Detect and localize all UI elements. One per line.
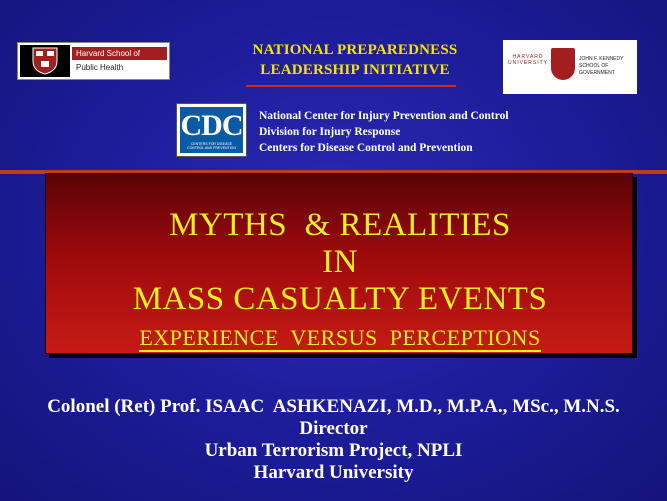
header-divider [246,85,456,87]
title-box [45,173,633,354]
presenter-block [0,396,667,484]
program-title-line2: LEADERSHIP INITIATIVE [260,62,450,78]
cdc-line-2: Division for Injury Response [259,126,401,138]
subtitle [46,325,634,351]
subtitle-text: EXPERIENCE VERSUS PERCEPTIONS [139,325,541,350]
harvard-sph-logo [18,43,169,79]
main-title-line3: MASS CASUALTY EVENTS [132,281,548,317]
cdc-letters: CDC [180,109,243,142]
cdc-affiliation [259,108,509,156]
program-title-line1: NATIONAL PREPAREDNESS [252,42,458,58]
presenter-institution: Harvard University [253,462,414,483]
main-title-line2: IN [322,244,358,280]
main-title [46,207,634,318]
harvard-kennedy-school-logo [503,40,637,94]
presenter-name: Colonel (Ret) Prof. ISAAC ASHKENAZI, M.D., M.P.A., MSc., M.N.S. [47,396,620,417]
hsph-sub: Public Health [76,63,124,72]
crest-icon [551,48,575,80]
veritas-shield-icon [20,45,70,77]
hks-university-text: HARVARD UNIVERSITY [507,54,548,66]
presenter-project: Urban Terrorism Project, NPLI [204,440,463,461]
program-title [190,40,520,80]
main-title-line1: MYTHS & REALITIES [169,207,511,243]
cdc-subtext: CENTERS FOR DISEASE CONTROL AND PREVENTION [187,142,236,150]
presenter-role: Director [299,418,368,439]
cdc-line-3: Centers for Disease Control and Prevention [259,142,473,154]
hks-school-text: JOHN F. KENNEDY SCHOOL OF GOVERNMENT [579,56,624,76]
hsph-name: Harvard School of [72,47,167,60]
cdc-line-1: National Center for Injury Prevention and Control [259,110,509,122]
cdc-logo [177,104,246,156]
